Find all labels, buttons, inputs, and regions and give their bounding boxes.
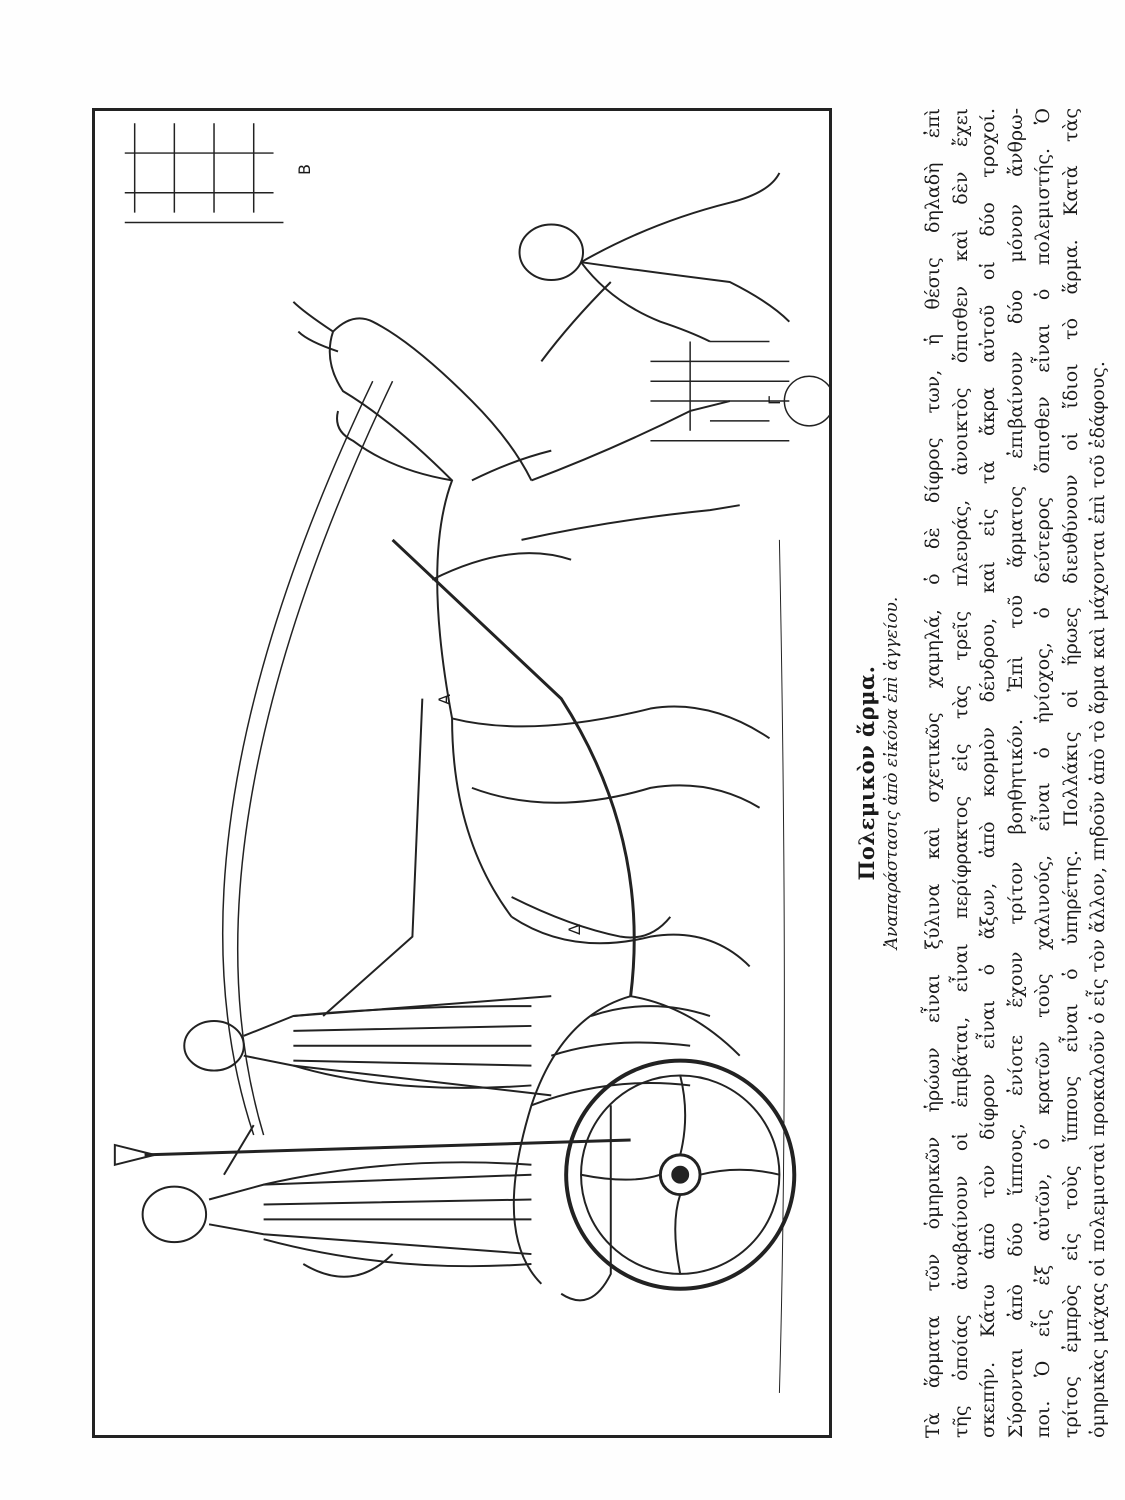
chariot-illustration (92, 108, 832, 1438)
chariot-pole (393, 540, 635, 996)
chariot-body (514, 996, 740, 1300)
attendant-figure (520, 173, 790, 361)
inset-diagram-harness (125, 123, 284, 222)
body-line-last: ὁμηρικὰς μάχας οἱ πολεμισταὶ προκαλοῦν ὁ εἷς τὸν ἄλλον, πηδοῦν ἀπὸ τὸ ἅρμα καὶ μάχονται ἐπὶ τοῦ ἐδάφους. (1087, 361, 1109, 1438)
figure-label-c: Γ (765, 396, 784, 405)
body-line: ποι. Ὁ εἷς ἐξ αὐτῶν, ὁ κρατῶν τοὺς χαλινούς, εἶναι ὁ ἡνίοχος, ὁ δεύτερος ὄπισθεν εἶναι ὁ πολεμιστής. Ὁ (1032, 108, 1054, 1438)
chariot-drawing (95, 111, 829, 1435)
body-line: Τὰ ἅρματα τῶν ὁμηρικῶν ἡρώων εἶναι ξύλινα καὶ σχετικῶς χαμηλά, ὁ δὲ δίφρος των, ἡ θέσις δηλαδὴ ἐπὶ (922, 108, 944, 1438)
body-line: τρίτος ἐμπρὸς εἰς τοὺς ἵππους εἶναι ὁ ὑπηρέτης. Πολλάκις οἱ ἥρωες διευθύνουν οἱ ἴδιοι τὸ ἅρμα. Κατὰ τὰς (1059, 108, 1082, 1438)
body-line: τῆς ὁποίας ἀναβαίνουν οἱ ἐπιβάται, εἶναι περίφρακτος εἰς τὰς τρεῖς πλευράς, ἀνοικτὸς ὄπισθεν καὶ δὲν ἔχει (949, 108, 972, 1438)
body-line: Σύρονται ἀπὸ δύο ἵππους, ἐνίοτε ἔχουν τρίτον βοηθητικόν. Ἐπὶ τοῦ ἅρματος ἐπιβαίνουν δύο μόνον ἄνθρω- (1004, 108, 1027, 1438)
body-line: σκεπήν. Κάτω ἀπὸ τὸν δίφρον εἶναι ὁ ἄξων, ἀπὸ κορμὸν δένδρου, καὶ εἰς τὰ ἄκρα αὐτοῦ οἱ δύο τροχοί. (977, 108, 999, 1438)
figure-label-d: Δ (565, 924, 584, 935)
figure-label-a: Α (435, 694, 454, 705)
ground-line (779, 540, 784, 1393)
spear (145, 1140, 631, 1155)
warrior-figure (115, 1125, 631, 1277)
inset-diagram-yoke (650, 342, 829, 441)
rotated-content (82, 53, 1109, 1438)
reins (223, 381, 373, 1135)
caption-subtitle: Ἀναπαράστασις ἀπὸ εἰκόνα ἐπὶ ἀγγείου. (882, 596, 902, 950)
caption-title: Πολεμικὸν ἅρμα. (854, 665, 879, 881)
body-paragraph (920, 108, 1113, 1438)
chariot-wheel (566, 1061, 794, 1289)
figure-label-b: Β (295, 164, 314, 175)
